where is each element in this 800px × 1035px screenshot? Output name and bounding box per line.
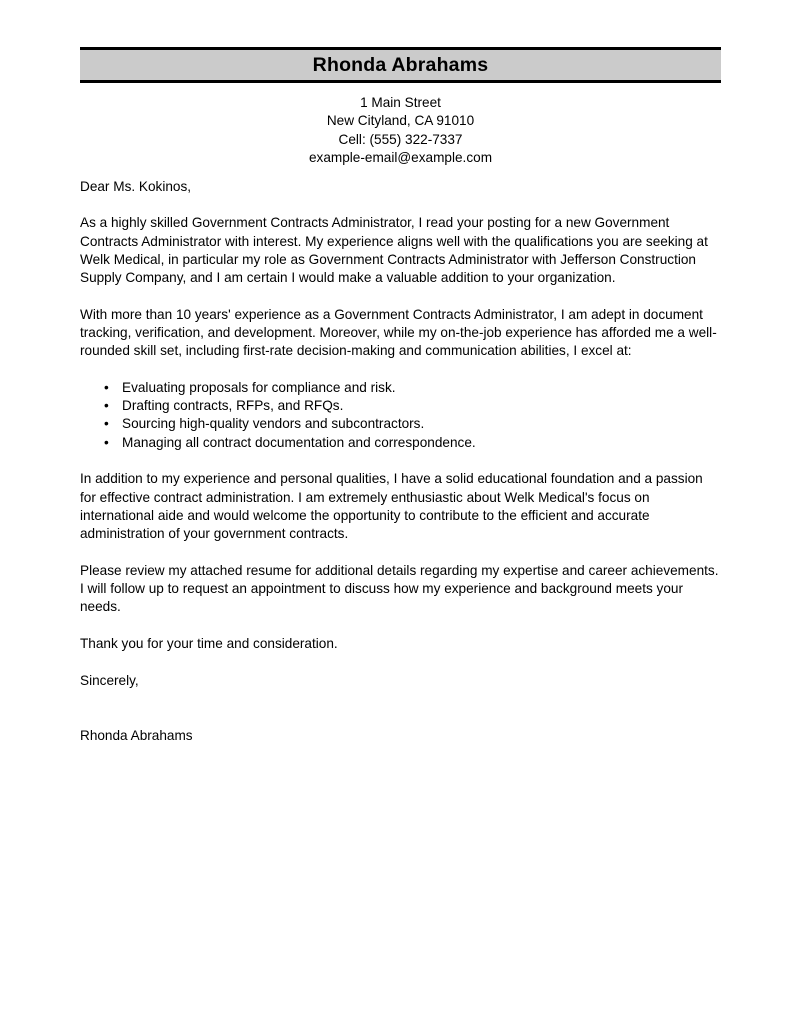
contact-email: example-email@example.com — [308, 150, 493, 166]
paragraph-follow-up: Please review my attached resume for additional details regarding my expertise and career achievements. I will follow up to request an appointment to discuss how my experience and background meets your needs. — [80, 562, 719, 615]
name-banner — [80, 47, 721, 83]
bullet-item: • Evaluating proposals for compliance and risk. — [80, 379, 721, 397]
paragraph-intro: As a highly skilled Government Contracts Administrator, I read your posting for a new Government Contracts Administrator with interest. My experience aligns well with the qualifications you are seeking at Welk Medical, in particular my role as Government Contracts Administrator with Jefferson Construction Supply Company, and I am certain I would make a valuable addition to your organization. — [80, 215, 708, 286]
contact-block — [80, 94, 721, 168]
paragraph-education: In addition to my experience and personal qualities, I have a solid educational foundation and a passion for effective contract administration. I am extremely enthusiastic about Welk Medical's focus on international aide and would welcome the opportunity to contribute to the efficient and accurate administration of your government contracts. — [80, 471, 703, 542]
applicant-name-heading: Rhonda Abrahams — [312, 53, 489, 76]
contact-phone: Cell: (555) 322-7337 — [338, 131, 463, 147]
letter-body — [80, 178, 721, 745]
bullet-item: • Drafting contracts, RFPs, and RFQs. — [80, 397, 721, 415]
bullet-item: • Sourcing high-quality vendors and subcontractors. — [80, 415, 721, 433]
signature-name: Rhonda Abrahams — [80, 727, 193, 743]
paragraph-experience: With more than 10 years' experience as a Government Contracts Administrator, I am adept in document tracking, verification, and development. Moreover, while my on-the-job experience has afforded me a well-rounded skill set, including first-rate decision-making and communication abilities, I excel at: — [80, 306, 717, 359]
contact-city-state-zip: New Cityland, CA 91010 — [326, 113, 475, 129]
valediction: Sincerely, — [80, 672, 139, 688]
bullet-item: • Managing all contract documentation and correspondence. — [80, 434, 721, 452]
skills-bullet-list — [80, 379, 721, 452]
salutation: Dear Ms. Kokinos, — [80, 178, 192, 194]
letter-content — [80, 0, 721, 745]
contact-street: 1 Main Street — [360, 95, 441, 110]
paragraph-thanks: Thank you for your time and consideration. — [80, 636, 338, 652]
